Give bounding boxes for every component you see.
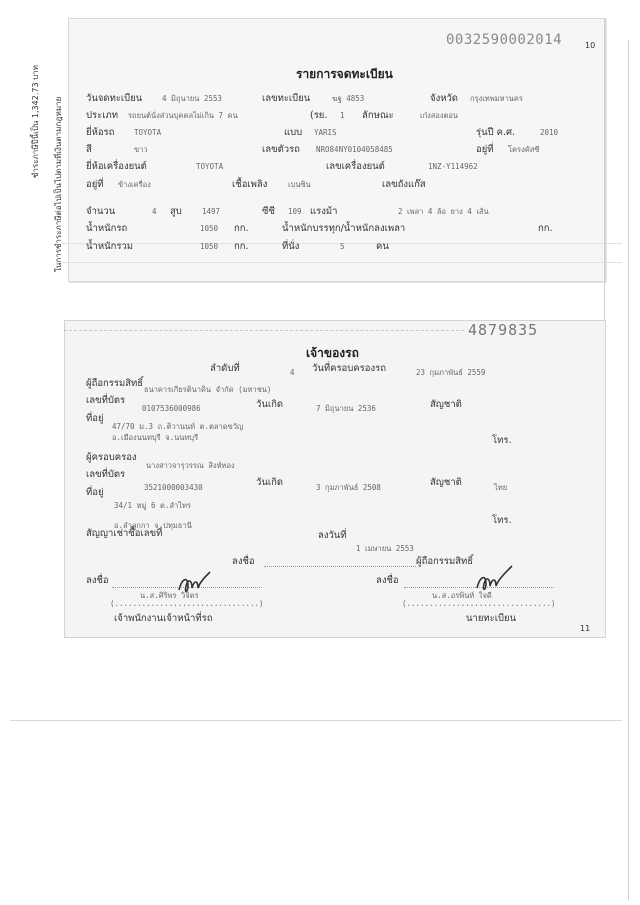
address2-value-2: อ.ลำลูกกา จ.ปทุมธานี xyxy=(114,521,192,530)
possessor-label: ผู้ครอบครอง xyxy=(86,452,137,463)
page-edge xyxy=(628,40,629,900)
possess-date-value: 23 กุมภาพันธ์ 2559 xyxy=(416,368,486,377)
sign3-label: ลงชื่อ xyxy=(376,575,399,586)
birth2-label: วันเกิด xyxy=(256,477,283,488)
type-value: รถยนต์นั่งส่วนบุคคลไม่เกิน 7 คน xyxy=(128,111,238,120)
color-value: ขาว xyxy=(134,145,148,154)
rn-label: (รย. xyxy=(310,110,328,121)
character-value: เก๋งสองตอน xyxy=(420,111,459,120)
sign1-line xyxy=(264,566,416,567)
seats-label: ที่นั่ง xyxy=(282,241,300,252)
reg-no-value: ฆฐ 4853 xyxy=(332,94,365,103)
rn-value: 1 xyxy=(340,111,345,120)
fold-line xyxy=(62,262,622,263)
chassis-value: NRO84NY0104058485 xyxy=(316,145,393,154)
tel2-label: โทร. xyxy=(492,515,512,526)
owner-value: ธนาคารเกียรตินาคิน จำกัด (มหาชน) xyxy=(144,385,272,394)
birth-label: วันเกิด xyxy=(256,399,283,410)
engine-no-label: เลขเครื่องยนต์ xyxy=(326,161,385,172)
card-no2-value: 3521000003430 xyxy=(144,483,203,492)
type-label: ประเภท xyxy=(86,110,119,121)
model-year-value: 2010 xyxy=(540,128,559,137)
page-edge xyxy=(10,720,622,721)
cc-label: ซีซี xyxy=(262,206,275,217)
sign1-label: ลงชื่อ xyxy=(232,556,255,567)
brand-value: TOYOTA xyxy=(134,128,162,137)
gross-value: 1050 xyxy=(200,242,219,251)
tel-label: โทร. xyxy=(492,435,512,446)
address-value: 47/70 ม.3 ถ.ติวานนท์ ต.ตลาดขวัญ xyxy=(112,422,244,431)
contract-date-label: ลงวันที่ xyxy=(318,530,347,541)
model-value: YARIS xyxy=(314,128,337,137)
at-label: อยู่ที่ xyxy=(476,144,494,155)
at2-label: อยู่ที่ xyxy=(86,179,104,190)
at2-value: ข้างเครื่อง xyxy=(118,180,151,189)
weight-label: น้ำหนักรถ xyxy=(86,223,128,234)
at-value: โครงคัสซี xyxy=(508,145,540,154)
sign1-role: ผู้ถือกรรมสิทธิ์ xyxy=(416,556,474,567)
payload-label: น้ำหนักบรรทุก/น้ำหนักลงเพลา xyxy=(282,223,406,234)
province-value: กรุงเทพมหานคร xyxy=(470,94,523,103)
cc-value: 1497 xyxy=(202,207,221,216)
brand-label: ยี่ห้อรถ xyxy=(86,127,115,138)
sign3-paren: (................................) xyxy=(402,599,556,608)
hp-value: 109 xyxy=(288,207,302,216)
birth2-value: 3 กุมภาพันธ์ 2508 xyxy=(316,483,381,492)
character-label: ลักษณะ xyxy=(362,110,394,121)
fuel-label: เชื้อเพลิง xyxy=(232,179,268,190)
tank-no-label: เลขถังแก๊ส xyxy=(382,179,426,190)
date-value: 4 มิถุนายน 2553 xyxy=(162,94,222,103)
registration-title: รายการจดทะเบียน xyxy=(296,67,393,81)
persons-label: คน xyxy=(376,241,389,252)
engine-no-value: 1NZ-Y114962 xyxy=(428,162,478,171)
address2-value: 34/1 หมู่ 6 ต.ลำไทร xyxy=(114,501,191,510)
reg-no-label: เลขทะเบียน xyxy=(262,93,311,104)
order-label: ลำดับที่ xyxy=(210,363,240,374)
count-value: 4 xyxy=(152,207,157,216)
sign2-role: เจ้าพนักงานเจ้าหน้าที่รถ xyxy=(114,613,213,624)
order-value: 4 xyxy=(290,368,295,377)
model-year-label: รุ่นปี ค.ศ. xyxy=(476,127,516,138)
gross-label: น้ำหนักรวม xyxy=(86,241,134,252)
color-label: สี xyxy=(86,144,92,155)
serial-watermark: 4879835 xyxy=(468,321,539,339)
perforation xyxy=(64,330,464,331)
sign2-paren: (................................) xyxy=(110,599,264,608)
nationality2-value: ไทย xyxy=(494,483,508,492)
nationality2-label: สัญชาติ xyxy=(430,477,462,488)
page-number-bottom: 11 xyxy=(580,624,591,633)
sign3-role: นายทะเบียน xyxy=(466,613,517,624)
sign3-name: น.ส.อรพินท์ ใจดี xyxy=(432,591,492,600)
kg3-label: กก. xyxy=(234,241,249,252)
axles-value: 2 เพลา 4 ล้อ ยาง 4 เส้น xyxy=(398,207,489,216)
address2-label: ที่อยู่ xyxy=(86,487,104,498)
weight-value: 1050 xyxy=(200,224,219,233)
tax-stamp: ชำระภาษีปีนี้เป็น 1,342.73 บาท xyxy=(31,65,40,178)
card-no-label: เลขที่บัตร xyxy=(86,395,126,406)
seats-value: 5 xyxy=(340,242,345,251)
engine-brand-value: TOYOTA xyxy=(196,162,224,171)
address-value-2: อ.เมืองนนทบุรี จ.นนทบุรี xyxy=(112,433,199,442)
kg2-label: กก. xyxy=(538,223,553,234)
engine-brand-label: ยี่ห้อเครื่องยนต์ xyxy=(86,161,147,172)
card-no-value: 0107536000986 xyxy=(142,404,201,413)
contract-date-value: 1 เมษายน 2553 xyxy=(356,544,414,553)
owner-label: ผู้ถือกรรมสิทธิ์ xyxy=(86,378,144,389)
count-label: จำนวน xyxy=(86,206,116,217)
handwritten-number: 0032590002014 xyxy=(446,32,563,48)
province-label: จังหวัด xyxy=(430,93,458,104)
side-stamp: ในการชำระภาษีต่อไปเป็นไปตามที่เงินตามกฎหมาย xyxy=(54,96,63,272)
cylinders-label: สูบ xyxy=(170,206,182,217)
birth-value: 7 มิถุนายน 2536 xyxy=(316,404,376,413)
chassis-label: เลขตัวรถ xyxy=(262,144,300,155)
sign2-name: น.ส.ศิริพร วิจิตร xyxy=(140,591,199,600)
fuel-value: เบนซิน xyxy=(288,180,311,189)
sign2-label: ลงชื่อ xyxy=(86,575,109,586)
page-number: 10 xyxy=(585,41,596,50)
model-label: แบบ xyxy=(284,127,303,138)
card-no2-label: เลขที่บัตร xyxy=(86,469,126,480)
kg1-label: กก. xyxy=(234,223,249,234)
nationality-label: สัญชาติ xyxy=(430,399,462,410)
owner-title: เจ้าของรถ xyxy=(306,346,359,360)
date-label: วันจดทะเบียน xyxy=(86,93,143,104)
possess-date-label: วันที่ครอบครองรถ xyxy=(312,363,386,374)
hp-label: แรงม้า xyxy=(310,206,338,217)
contract-label: สัญญาเช่าซื้อเลขที่ xyxy=(86,528,163,539)
possessor-value: นางสาวจารุวรรณ สิงห์ทอง xyxy=(146,461,235,470)
address-label: ที่อยู่ xyxy=(86,413,104,424)
